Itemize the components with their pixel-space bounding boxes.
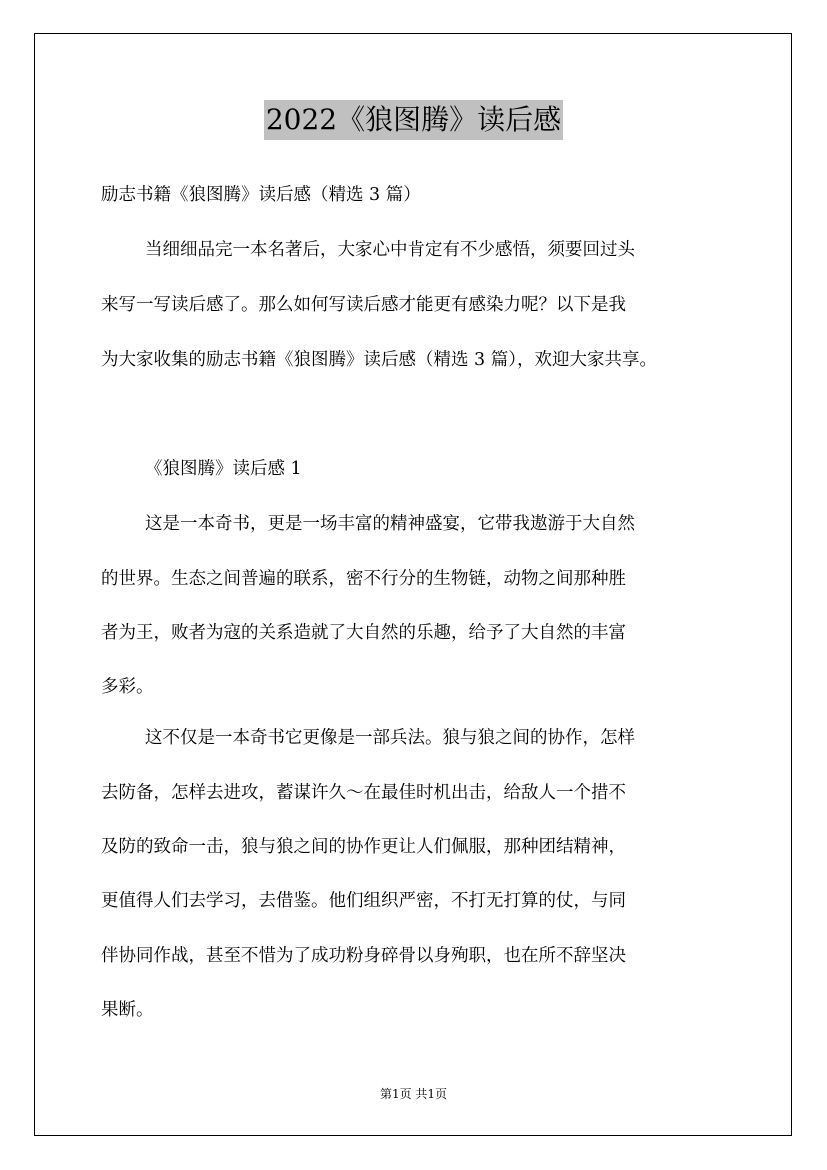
intro-line-3: 为大家收集的励志书籍《狼图腾》读后感（精选 3 篇），欢迎大家共享。 [101, 350, 658, 370]
page-footer: 第1页 共1页 [379, 1087, 448, 1101]
para1-line-2: 的世界。生态之间普遍的联系，密不行分的生物链，动物之间那种胜 [101, 569, 626, 589]
title-container [0, 100, 827, 140]
para2-line-6: 果断。 [101, 1000, 154, 1020]
para2-line-3: 及防的致命一击，狼与狼之间的协作更让人们佩服，那种团结精神， [101, 837, 626, 857]
document-title: 2022《狼图腾》读后感 [264, 100, 563, 140]
section-heading: 《狼图腾》读后感 1 [145, 459, 302, 479]
document-subtitle: 励志书籍《狼图腾》读后感（精选 3 篇） [101, 185, 421, 205]
para2-line-4: 更值得人们去学习，去借鉴。他们组织严密，不打无打算的仗，与同 [101, 891, 626, 911]
intro-line-2: 来写一写读后感了。那么如何写读后感才能更有感染力呢？以下是我 [101, 295, 626, 315]
para2-line-2: 去防备，怎样去进攻，蓄谋许久～在最佳时机出击，给敌人一个措不 [101, 783, 626, 803]
para1-line-1: 这是一本奇书，更是一场丰富的精神盛宴，它带我遨游于大自然 [145, 514, 635, 534]
intro-line-1: 当细细品完一本名著后，大家心中肯定有不少感悟，须要回过头 [145, 240, 635, 260]
para2-line-1: 这不仅是一本奇书它更像是一部兵法。狼与狼之间的协作，怎样 [145, 728, 635, 748]
para2-line-5: 伴协同作战，甚至不惜为了成功粉身碎骨以身殉职，也在所不辞坚决 [101, 946, 626, 966]
para1-line-3: 者为王，败者为寇的关系造就了大自然的乐趣，给予了大自然的丰富 [101, 623, 626, 643]
para1-line-4: 多彩。 [101, 677, 154, 697]
